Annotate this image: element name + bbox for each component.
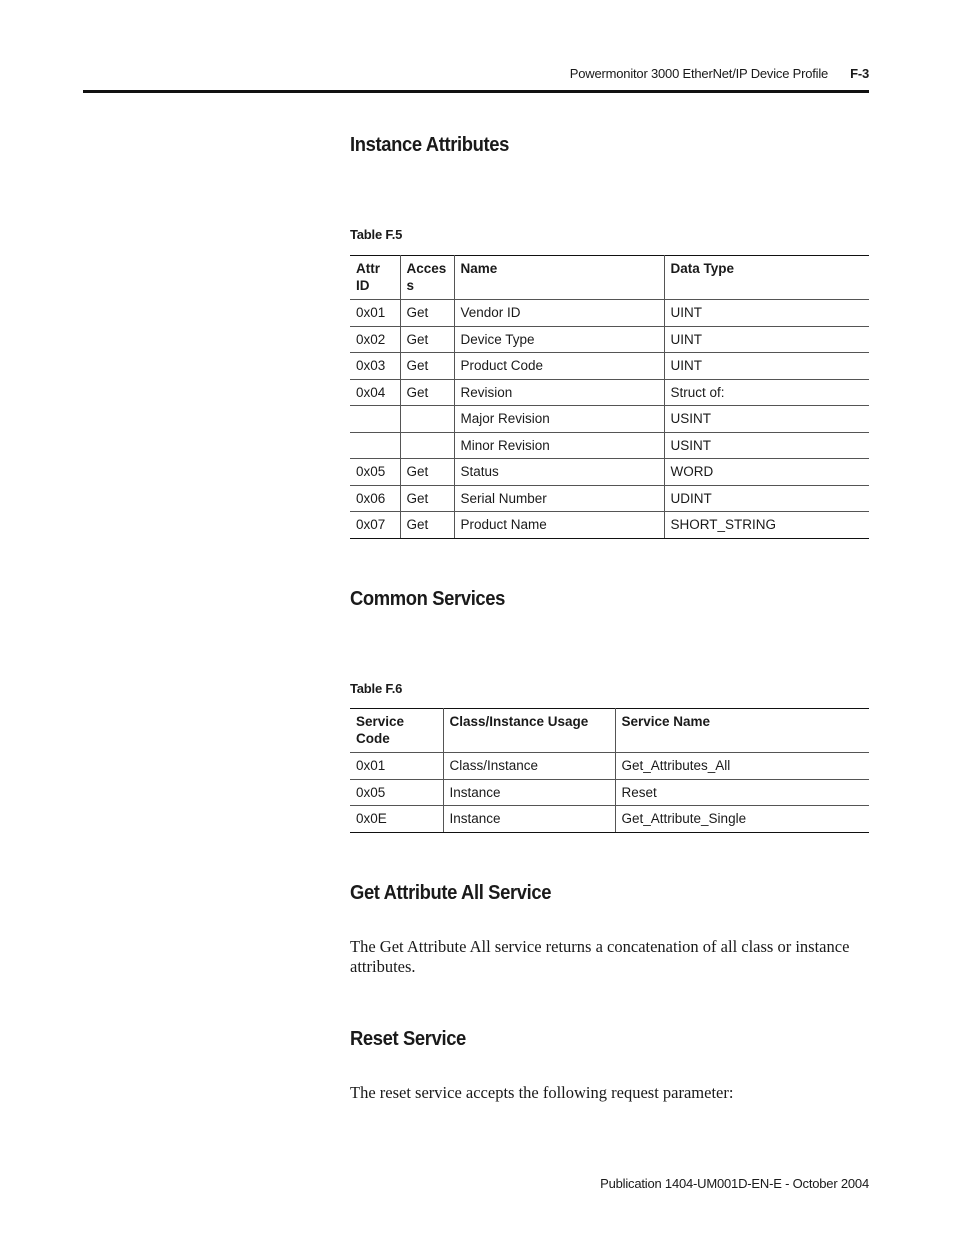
table-row xyxy=(350,432,869,459)
cell-access: Get xyxy=(400,326,454,353)
cell-name: Vendor ID xyxy=(454,300,664,327)
page-header xyxy=(83,62,869,93)
cell-name: Major Revision xyxy=(454,406,664,433)
table-row xyxy=(350,300,869,327)
table-row xyxy=(350,753,869,780)
cell-attr-id: 0x02 xyxy=(350,326,400,353)
table-row xyxy=(350,779,869,806)
get-attribute-all-text: The Get Attribute All service returns a concatenation of all class or instance attributes. xyxy=(350,937,850,976)
cell-data-type: WORD xyxy=(664,459,869,486)
table-row xyxy=(350,326,869,353)
cell-service-name: Get_Attribute_Single xyxy=(615,806,869,833)
cell-attr-id: 0x01 xyxy=(350,300,400,327)
cell-name: Product Name xyxy=(454,512,664,539)
table-header-row xyxy=(350,709,869,753)
col-attr-id: Attr ID xyxy=(356,261,380,293)
table-row xyxy=(350,353,869,380)
cell-data-type: USINT xyxy=(664,432,869,459)
cell-name: Serial Number xyxy=(454,485,664,512)
cell-service-name: Reset xyxy=(615,779,869,806)
col-name: Name xyxy=(454,256,664,300)
cell-attr-id: 0x07 xyxy=(350,512,400,539)
cell-access: Get xyxy=(400,300,454,327)
cell-name: Product Code xyxy=(454,353,664,380)
col-service-name: Service Name xyxy=(615,709,869,753)
cell-data-type: UINT xyxy=(664,353,869,380)
common-services-table xyxy=(350,708,869,833)
table-f6-caption: Table F.6 xyxy=(350,681,403,696)
header-text xyxy=(570,66,869,81)
cell-access: Get xyxy=(400,379,454,406)
cell-access xyxy=(400,432,454,459)
cell-access: Get xyxy=(400,353,454,380)
get-attribute-all-heading: Get Attribute All Service xyxy=(350,882,552,904)
instance-attributes-table xyxy=(350,255,869,539)
cell-access: Get xyxy=(400,485,454,512)
reset-service-heading: Reset Service xyxy=(350,1028,466,1050)
publication-footer: Publication 1404-UM001D-EN-E - October 2004 xyxy=(600,1176,869,1191)
col-data-type: Data Type xyxy=(664,256,869,300)
cell-attr-id: 0x04 xyxy=(350,379,400,406)
cell-attr-id: 0x06 xyxy=(350,485,400,512)
cell-data-type: UDINT xyxy=(664,485,869,512)
cell-attr-id: 0x03 xyxy=(350,353,400,380)
cell-data-type: UINT xyxy=(664,300,869,327)
cell-access xyxy=(400,406,454,433)
table-row xyxy=(350,459,869,486)
page-number: F-3 xyxy=(850,66,869,81)
table-f5-caption: Table F.5 xyxy=(350,227,403,242)
cell-name: Device Type xyxy=(454,326,664,353)
table-row xyxy=(350,512,869,539)
cell-attr-id xyxy=(350,432,400,459)
cell-usage: Instance xyxy=(443,779,615,806)
cell-attr-id xyxy=(350,406,400,433)
table-row xyxy=(350,806,869,833)
col-access: Acces s xyxy=(400,256,454,300)
cell-name: Revision xyxy=(454,379,664,406)
table-header-row xyxy=(350,256,869,300)
table-row xyxy=(350,485,869,512)
cell-data-type: SHORT_STRING xyxy=(664,512,869,539)
cell-data-type: USINT xyxy=(664,406,869,433)
header-title: Powermonitor 3000 EtherNet/IP Device Profile xyxy=(569,66,829,81)
instance-attributes-heading: Instance Attributes xyxy=(350,134,509,156)
cell-access: Get xyxy=(400,459,454,486)
common-services-heading: Common Services xyxy=(350,588,506,610)
cell-name: Minor Revision xyxy=(454,432,664,459)
cell-name: Status xyxy=(454,459,664,486)
reset-service-text: The reset service accepts the following request parameter: xyxy=(350,1083,734,1102)
cell-usage: Class/Instance xyxy=(443,753,615,780)
table-row xyxy=(350,406,869,433)
cell-usage: Instance xyxy=(443,806,615,833)
cell-access: Get xyxy=(400,512,454,539)
cell-attr-id: 0x05 xyxy=(350,459,400,486)
cell-data-type: Struct of: xyxy=(664,379,869,406)
cell-service-code: 0x01 xyxy=(350,753,443,780)
col-service-code: Service Code xyxy=(356,714,405,746)
cell-service-code: 0x0E xyxy=(350,806,443,833)
cell-service-code: 0x05 xyxy=(350,779,443,806)
table-row xyxy=(350,379,869,406)
cell-service-name: Get_Attributes_All xyxy=(615,753,869,780)
col-class-instance-usage: Class/Instance Usage xyxy=(443,709,615,753)
cell-data-type: UINT xyxy=(664,326,869,353)
